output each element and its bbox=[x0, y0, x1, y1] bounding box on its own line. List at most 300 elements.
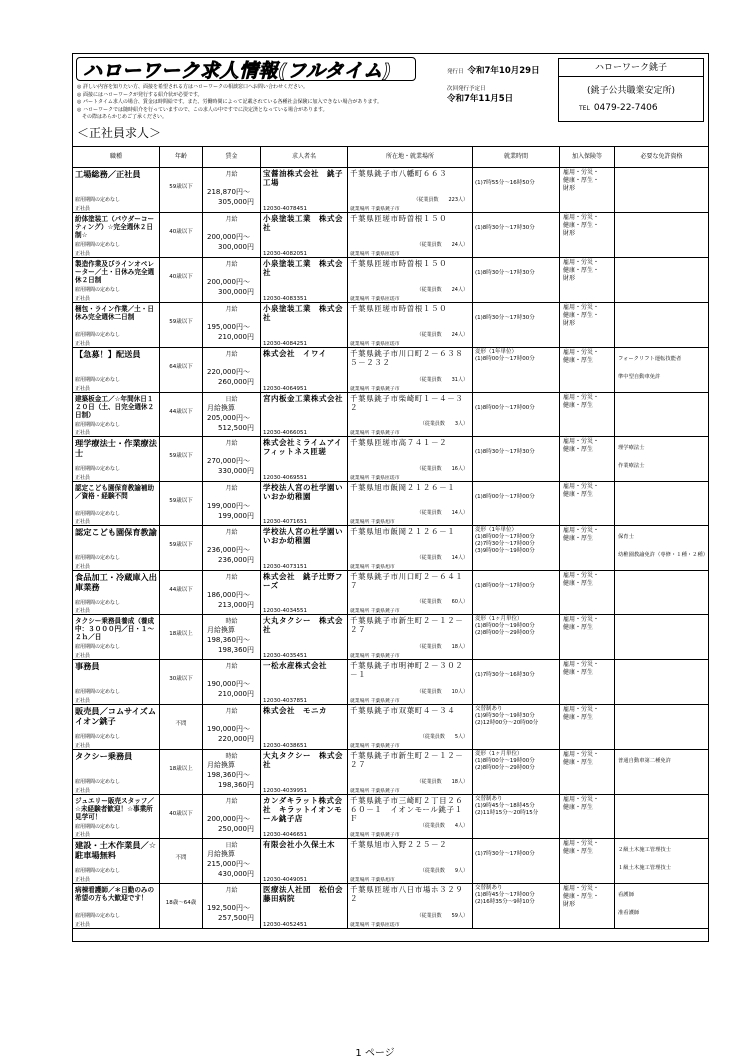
working-hours bbox=[473, 615, 559, 637]
cell-insurance bbox=[560, 213, 615, 257]
cell-age bbox=[160, 348, 203, 392]
insurance-line: 雇用・労災・ bbox=[563, 438, 600, 445]
employee-count: （従業員数 223人） bbox=[413, 197, 468, 203]
wage-type: 日給 bbox=[225, 842, 238, 849]
cell-license bbox=[615, 258, 708, 302]
company-name: 有限会社小久保土木 bbox=[263, 840, 335, 849]
company-name: 大丸タクシー 株式会社 bbox=[263, 616, 343, 634]
employment-period: 雇用期間の定めなし bbox=[75, 868, 121, 874]
wage-type: 月給 bbox=[225, 351, 238, 358]
job-title: 認定こども園保育教諭補助／資格・経験不問 bbox=[75, 484, 155, 500]
insurance-line: 健康・厚生 bbox=[563, 714, 594, 721]
published-label: 発行日 bbox=[447, 69, 464, 75]
spacer bbox=[203, 805, 260, 814]
wage-max: 300,000円 bbox=[218, 288, 254, 296]
job-number: 12030-4046651 bbox=[263, 832, 307, 838]
employee-count: （従業員数 10人） bbox=[416, 689, 468, 695]
hours-line: 変形（1年単位） bbox=[475, 527, 517, 533]
cell-age bbox=[160, 482, 203, 525]
license-list bbox=[615, 660, 708, 668]
company-name: 小泉塗装工業 株式会社 bbox=[263, 214, 343, 232]
job-title: 販売員／コムサイズムイオン銚子 bbox=[75, 706, 157, 726]
working-hours bbox=[473, 258, 559, 277]
wage-type: 月給 bbox=[225, 261, 238, 268]
cell-employer bbox=[261, 526, 348, 570]
cell-employer bbox=[261, 213, 348, 257]
job-title: タクシー乗務員養成（養成中：３０００円／日・１～２ｈ／日 bbox=[75, 617, 155, 641]
cell-location bbox=[348, 526, 473, 570]
job-number: 12030-4038651 bbox=[263, 743, 307, 749]
insurance-line: 雇用・労災・ bbox=[563, 394, 600, 401]
company-name: 医療法人社団 松伯会 藤田病院 bbox=[263, 885, 351, 903]
cell-wage bbox=[203, 615, 261, 659]
cell-hours bbox=[473, 213, 560, 257]
cell-wage bbox=[203, 526, 261, 570]
cell-employer bbox=[261, 258, 348, 302]
address: 千葉県銚子市川口町２－６３８５－２３２ bbox=[350, 349, 464, 367]
cell-wage bbox=[203, 795, 261, 838]
work-location: 就業場所 千葉県旭市 bbox=[350, 565, 395, 570]
office-tel bbox=[579, 103, 658, 113]
insurance-list bbox=[560, 839, 614, 856]
age-requirement: 18歳～64歳 bbox=[165, 900, 197, 906]
insurance-list bbox=[560, 795, 614, 812]
cell-location bbox=[348, 168, 473, 212]
employment-period: 雇用期間の定めなし bbox=[75, 377, 121, 383]
work-location: 就業場所 千葉県銚子市 bbox=[350, 387, 400, 392]
license-list bbox=[615, 168, 708, 176]
wage-min: 198,360円～ bbox=[207, 636, 250, 644]
insurance-line: 健康・厚生 bbox=[563, 804, 594, 811]
cell-age bbox=[160, 795, 203, 838]
spacer bbox=[203, 536, 260, 545]
employment-type: 正社員 bbox=[75, 653, 91, 659]
insurance-list bbox=[560, 526, 614, 543]
cell-location bbox=[348, 303, 473, 347]
cell-insurance bbox=[560, 571, 615, 614]
column-header-age: 年齢 bbox=[160, 147, 203, 167]
spacer bbox=[618, 363, 706, 374]
insurance-line: 健康・厚生・ bbox=[563, 267, 600, 274]
employment-type: 正社員 bbox=[75, 251, 91, 257]
table-row bbox=[73, 884, 708, 929]
cell-license bbox=[615, 795, 708, 838]
working-hours bbox=[473, 884, 559, 906]
employment-type: 正社員 bbox=[75, 386, 91, 392]
spacer bbox=[203, 313, 260, 322]
cell-license bbox=[615, 526, 708, 570]
insurance-list bbox=[560, 213, 614, 238]
company-name: 学校法人宮の杜学園いいおか幼稚園 bbox=[263, 527, 343, 545]
insurance-line: 雇用・労災・ bbox=[563, 840, 600, 847]
job-number: 12030-4064951 bbox=[263, 386, 307, 392]
cell-job bbox=[73, 348, 160, 392]
wage-type: 日給 bbox=[225, 396, 238, 403]
wage-min: 186,000円～ bbox=[207, 591, 250, 599]
cell-insurance bbox=[560, 750, 615, 794]
insurance-list bbox=[560, 615, 614, 632]
wage-type: 月給 bbox=[225, 171, 238, 178]
insurance-line: 健康・厚生・ bbox=[563, 177, 600, 184]
job-number: 12030-4049051 bbox=[263, 877, 307, 883]
insurance-list bbox=[560, 750, 614, 767]
employee-count: （従業員数 5人） bbox=[419, 734, 468, 740]
working-hours bbox=[473, 168, 559, 187]
cell-insurance bbox=[560, 348, 615, 392]
license-list bbox=[615, 303, 708, 311]
hours-line: (1)9時45分～18時45分 bbox=[475, 803, 535, 809]
job-title: ジュエリー販売スタッフ／☆未経験者歓迎！☆事業所見学可！ bbox=[75, 797, 154, 821]
wage-max: 199,000円 bbox=[218, 512, 254, 520]
employment-period: 雇用期間の定めなし bbox=[75, 287, 121, 293]
age-requirement: 不問 bbox=[175, 855, 187, 861]
license-list bbox=[615, 839, 708, 872]
cell-wage bbox=[203, 750, 261, 794]
license-line: 準中型自動車免許 bbox=[618, 374, 661, 380]
spacer bbox=[618, 899, 706, 910]
hours-line: 交替制あり bbox=[475, 706, 503, 712]
job-title: 工場総務／正社員 bbox=[75, 169, 141, 179]
employment-type: 正社員 bbox=[75, 832, 91, 838]
hours-line: 変形（1ヶ月単位） bbox=[475, 751, 523, 757]
cell-location bbox=[348, 393, 473, 436]
page-number: 1 ページ bbox=[355, 1048, 395, 1059]
insurance-line: 健康・厚生・ bbox=[563, 893, 600, 900]
cell-hours bbox=[473, 660, 560, 704]
employee-count: （従業員数 18人） bbox=[416, 779, 468, 785]
work-location: 就業場所 千葉県旭市 bbox=[350, 520, 395, 525]
cell-job bbox=[73, 258, 160, 302]
cell-insurance bbox=[560, 884, 615, 928]
cell-age bbox=[160, 303, 203, 347]
license-line: 准看護師 bbox=[618, 910, 640, 916]
cell-license bbox=[615, 348, 708, 392]
insurance-list bbox=[560, 660, 614, 677]
wage-note: 月給換算 bbox=[207, 404, 235, 412]
age-requirement: 44歳以下 bbox=[169, 409, 193, 415]
license-list bbox=[615, 213, 708, 221]
employee-count: （従業員数 16人） bbox=[416, 466, 468, 472]
license-line: 作業療法士 bbox=[618, 463, 645, 469]
working-hours bbox=[473, 526, 559, 555]
work-location: 就業場所 千葉県銚子市 bbox=[350, 699, 400, 704]
cell-employer bbox=[261, 348, 348, 392]
employee-count: （従業員数 3人） bbox=[419, 421, 468, 427]
hours-line: (1)7時55分～16時50分 bbox=[475, 180, 535, 186]
published-date: 令和7年10月29日 bbox=[467, 66, 540, 76]
cell-license bbox=[615, 705, 708, 749]
cell-insurance bbox=[560, 437, 615, 481]
age-requirement: 44歳以下 bbox=[169, 587, 193, 593]
cell-hours bbox=[473, 526, 560, 570]
note-line: その際はあらかじめご了承ください。 bbox=[77, 114, 168, 121]
wage-max: 220,000円 bbox=[218, 735, 254, 743]
employment-period: 雇用期間の定めなし bbox=[75, 422, 121, 428]
company-name: 学校法人宮の杜学園いいおか幼稚園 bbox=[263, 483, 343, 501]
insurance-line: 財形 bbox=[563, 275, 576, 282]
age-requirement: 40歳以下 bbox=[169, 274, 193, 280]
wage-max: 250,000円 bbox=[218, 825, 254, 833]
insurance-line: 雇用・労災・ bbox=[563, 304, 600, 311]
cell-location bbox=[348, 660, 473, 704]
hours-line: (2)12時00分～20時00分 bbox=[475, 720, 539, 726]
company-name: 宮内板金工業株式会社 bbox=[263, 394, 343, 403]
cell-wage bbox=[203, 660, 261, 704]
work-location: 就業場所 千葉県旭市 bbox=[350, 878, 395, 883]
wage-min: 199,000円～ bbox=[207, 502, 250, 510]
address: 千葉県銚子市双葉町４－３４ bbox=[350, 706, 456, 715]
age-requirement: 40歳以下 bbox=[169, 811, 193, 817]
insurance-list bbox=[560, 258, 614, 283]
cell-employer bbox=[261, 571, 348, 614]
address: 千葉県銚子市新生町２－１２－２７ bbox=[350, 751, 464, 769]
cell-wage bbox=[203, 168, 261, 212]
cell-wage bbox=[203, 571, 261, 614]
cell-hours bbox=[473, 437, 560, 481]
job-title: 食品加工・冷蔵庫入出庫業務 bbox=[75, 572, 157, 592]
job-table bbox=[73, 146, 708, 929]
job-title: タクシー乗務員 bbox=[75, 751, 133, 761]
hours-line: (1)8時00分～19時00分 bbox=[475, 623, 535, 629]
working-hours bbox=[473, 750, 559, 772]
cell-hours bbox=[473, 615, 560, 659]
cell-license bbox=[615, 482, 708, 525]
cell-hours bbox=[473, 393, 560, 436]
office-subtitle: (銚子公共職業安定所) bbox=[586, 86, 676, 96]
hours-line: 交替制あり bbox=[475, 885, 503, 891]
table-row bbox=[73, 303, 708, 348]
column-header-job: 職種 bbox=[73, 147, 160, 167]
hours-line: (1)7時30分～16時30分 bbox=[475, 672, 535, 678]
cell-wage bbox=[203, 303, 261, 347]
address: 千葉県旭市飯岡２１２６－１ bbox=[350, 527, 456, 536]
working-hours bbox=[473, 660, 559, 679]
hours-line: (2)8時00分～29時00分 bbox=[475, 765, 535, 771]
insurance-line: 雇用・労災・ bbox=[563, 706, 600, 713]
cell-license bbox=[615, 393, 708, 436]
insurance-line: 財形 bbox=[563, 901, 576, 908]
cell-wage bbox=[203, 482, 261, 525]
age-requirement: 18歳以上 bbox=[169, 631, 193, 637]
wage-note: 月給換算 bbox=[207, 626, 235, 634]
hours-line: (1)8時00分～17時00分 bbox=[475, 494, 535, 500]
work-location: 就業場所 千葉県銚子市 bbox=[350, 744, 400, 749]
employee-count: （従業員数 14人） bbox=[416, 555, 468, 561]
cell-hours bbox=[473, 705, 560, 749]
insurance-line: 雇用・労災・ bbox=[563, 259, 600, 266]
cell-age bbox=[160, 437, 203, 481]
spacer bbox=[203, 581, 260, 590]
cell-insurance bbox=[560, 168, 615, 212]
employee-count: （従業員数 9人） bbox=[419, 868, 468, 874]
job-title: 病棟看護師／＊日勤のみの希望の方も大歓迎です！ bbox=[75, 886, 155, 902]
job-title: 認定こども園保育教諭 bbox=[75, 527, 157, 537]
hours-line: 変形（1年単位） bbox=[475, 349, 517, 355]
section-title: ＜正社員求人＞ bbox=[77, 126, 162, 140]
cell-location bbox=[348, 258, 473, 302]
age-requirement: 40歳以下 bbox=[169, 229, 193, 235]
cell-insurance bbox=[560, 705, 615, 749]
cell-hours bbox=[473, 571, 560, 614]
listing-frame bbox=[72, 53, 709, 942]
address: 千葉県銚子市川口町２－６４１７ bbox=[350, 572, 464, 590]
hours-line: (2)11時15分～20時15分 bbox=[475, 810, 539, 816]
job-number: 12030-4071651 bbox=[263, 519, 307, 525]
next-issue-date: 令和7年11月5日 bbox=[447, 94, 514, 104]
wage-max: 213,000円 bbox=[218, 601, 254, 609]
cell-age bbox=[160, 213, 203, 257]
insurance-line: 雇用・労災・ bbox=[563, 214, 600, 221]
hours-line: (2)7時30分～17時00分 bbox=[475, 541, 535, 547]
wage-type: 月給 bbox=[225, 529, 238, 536]
wage-max: 198,360円 bbox=[218, 781, 254, 789]
insurance-line: 健康・厚生 bbox=[563, 402, 594, 409]
hours-line: (1)7時30分～17時00分 bbox=[475, 851, 535, 857]
cell-job bbox=[73, 482, 160, 525]
telephone-icon: TEL bbox=[579, 105, 590, 112]
age-requirement: 18歳以上 bbox=[169, 766, 193, 772]
wage-max: 198,360円 bbox=[218, 646, 254, 654]
address: 千葉県匝瑳市時曽根１５０ bbox=[350, 304, 448, 313]
table-row bbox=[73, 660, 708, 705]
hours-line: (1)8時00分～17時00分 bbox=[475, 405, 535, 411]
cell-employer bbox=[261, 660, 348, 704]
license-list bbox=[615, 795, 708, 803]
cell-license bbox=[615, 884, 708, 928]
employment-type: 正社員 bbox=[75, 743, 91, 749]
license-line: ２級土木施工管理技士 bbox=[618, 847, 671, 853]
employee-count: （従業員数 24人） bbox=[416, 332, 468, 338]
license-list bbox=[615, 437, 708, 470]
cell-age bbox=[160, 884, 203, 928]
employment-period: 雇用期間の定めなし bbox=[75, 242, 121, 248]
license-list bbox=[615, 393, 708, 401]
job-number: 12030-4035451 bbox=[263, 653, 307, 659]
wage-type: 月給 bbox=[225, 887, 238, 894]
next-issue-label: 次回発行予定日 bbox=[447, 86, 486, 92]
hours-line: (3)9時00分～19時00分 bbox=[475, 548, 535, 554]
employment-period: 雇用期間の定めなし bbox=[75, 913, 121, 919]
cell-insurance bbox=[560, 482, 615, 525]
cell-employer bbox=[261, 437, 348, 481]
cell-license bbox=[615, 437, 708, 481]
insurance-line: 雇用・労災・ bbox=[563, 483, 600, 490]
cell-job bbox=[73, 795, 160, 838]
working-hours bbox=[473, 348, 559, 363]
company-name: 宝醤油株式会社 銚子工場 bbox=[263, 169, 343, 187]
license-list bbox=[615, 348, 708, 381]
wage-min: 215,000円～ bbox=[207, 860, 250, 868]
cell-location bbox=[348, 482, 473, 525]
listing-header bbox=[73, 54, 708, 140]
employment-type: 正社員 bbox=[75, 206, 91, 212]
employee-count: （従業員数 24人） bbox=[416, 287, 468, 293]
job-title: 梱包・ライン作業／土・日休み完全週休二日制 bbox=[75, 305, 154, 321]
table-row bbox=[73, 437, 708, 482]
wage-min: 198,360円～ bbox=[207, 771, 250, 779]
insurance-line: 雇用・労災・ bbox=[563, 751, 600, 758]
wage-note: 月給換算 bbox=[207, 850, 235, 858]
job-number: 12030-4084251 bbox=[263, 341, 307, 347]
cell-location bbox=[348, 705, 473, 749]
hours-line: (1)8時30分～17時30分 bbox=[475, 315, 535, 321]
insurance-list bbox=[560, 482, 614, 499]
note-line: ◎ ハローワークでは随時紹介を行っていますので、この求人の中ですでに決定済となっている場合があります。 bbox=[77, 106, 328, 113]
cell-hours bbox=[473, 168, 560, 212]
age-requirement: 不問 bbox=[175, 721, 187, 727]
office-name: ハローワーク銚子 bbox=[559, 59, 703, 77]
cell-job bbox=[73, 571, 160, 614]
cell-job bbox=[73, 705, 160, 749]
job-title: 製造作業及びラインオペレーター／土・日休み完全週休２日制 bbox=[75, 260, 155, 284]
cell-employer bbox=[261, 750, 348, 794]
license-list bbox=[615, 884, 708, 917]
spacer bbox=[203, 894, 260, 903]
table-row bbox=[73, 795, 708, 839]
working-hours bbox=[473, 437, 559, 456]
wage-type: 月給 bbox=[225, 306, 238, 313]
table-row bbox=[73, 705, 708, 750]
company-name: 大丸タクシー 株式会社 bbox=[263, 751, 343, 769]
employee-count: （従業員数 59人） bbox=[416, 913, 468, 919]
employment-period: 雇用期間の定めなし bbox=[75, 734, 121, 740]
work-location: 就業場所 千葉県匝瑳市 bbox=[350, 923, 400, 928]
cell-job bbox=[73, 615, 160, 659]
employee-count: （従業員数 60人） bbox=[416, 599, 468, 605]
spacer bbox=[203, 223, 260, 232]
wage-min: 192,500円～ bbox=[207, 904, 250, 912]
company-name: 小泉塗装工業 株式会社 bbox=[263, 304, 343, 322]
working-hours bbox=[473, 795, 559, 817]
job-title: 建設・土木作業員／☆駐車場無料 bbox=[75, 840, 157, 860]
insurance-line: 健康・厚生 bbox=[563, 357, 594, 364]
insurance-list bbox=[560, 437, 614, 454]
office-box bbox=[558, 58, 704, 122]
cell-insurance bbox=[560, 303, 615, 347]
table-row bbox=[73, 526, 708, 571]
cell-hours bbox=[473, 258, 560, 302]
insurance-line: 雇用・労災・ bbox=[563, 885, 600, 892]
column-header-hours: 就業時間 bbox=[473, 147, 560, 167]
cell-job bbox=[73, 884, 160, 928]
job-title: 理学療法士・作業療法士 bbox=[75, 438, 157, 458]
wage-type: 月給 bbox=[225, 440, 238, 447]
license-list bbox=[615, 705, 708, 713]
job-number: 12030-4066051 bbox=[263, 430, 307, 436]
work-location: 就業場所 千葉県匝瑳市 bbox=[350, 342, 400, 347]
cell-license bbox=[615, 615, 708, 659]
wage-max: 236,000円 bbox=[218, 556, 254, 564]
job-number: 12030-4069551 bbox=[263, 475, 307, 481]
license-list bbox=[615, 615, 708, 623]
work-location: 就業場所 千葉県匝瑳市 bbox=[350, 252, 400, 257]
hours-line: (1)8時45分～17時00分 bbox=[475, 892, 535, 898]
cell-license bbox=[615, 213, 708, 257]
company-name: 株式会社ミライムアイフィットネス匝瑳 bbox=[263, 438, 343, 456]
work-location: 就業場所 千葉県銚子市 bbox=[350, 789, 400, 794]
address: 千葉県銚子市三崎町２丁目２６６０－１ イオンモール銚子１Ｆ bbox=[350, 796, 464, 823]
address: 千葉県匝瑳市時曽根１５０ bbox=[350, 259, 448, 268]
address: 千葉県旭市飯岡２１２６－１ bbox=[350, 483, 456, 492]
employment-type: 正社員 bbox=[75, 698, 91, 704]
cell-license bbox=[615, 750, 708, 794]
column-header-location: 所在地・就業場所 bbox=[348, 147, 473, 167]
insurance-list bbox=[560, 393, 614, 410]
wage-max: 512,500円 bbox=[218, 424, 254, 432]
working-hours bbox=[473, 303, 559, 322]
cell-license bbox=[615, 303, 708, 347]
cell-insurance bbox=[560, 393, 615, 436]
